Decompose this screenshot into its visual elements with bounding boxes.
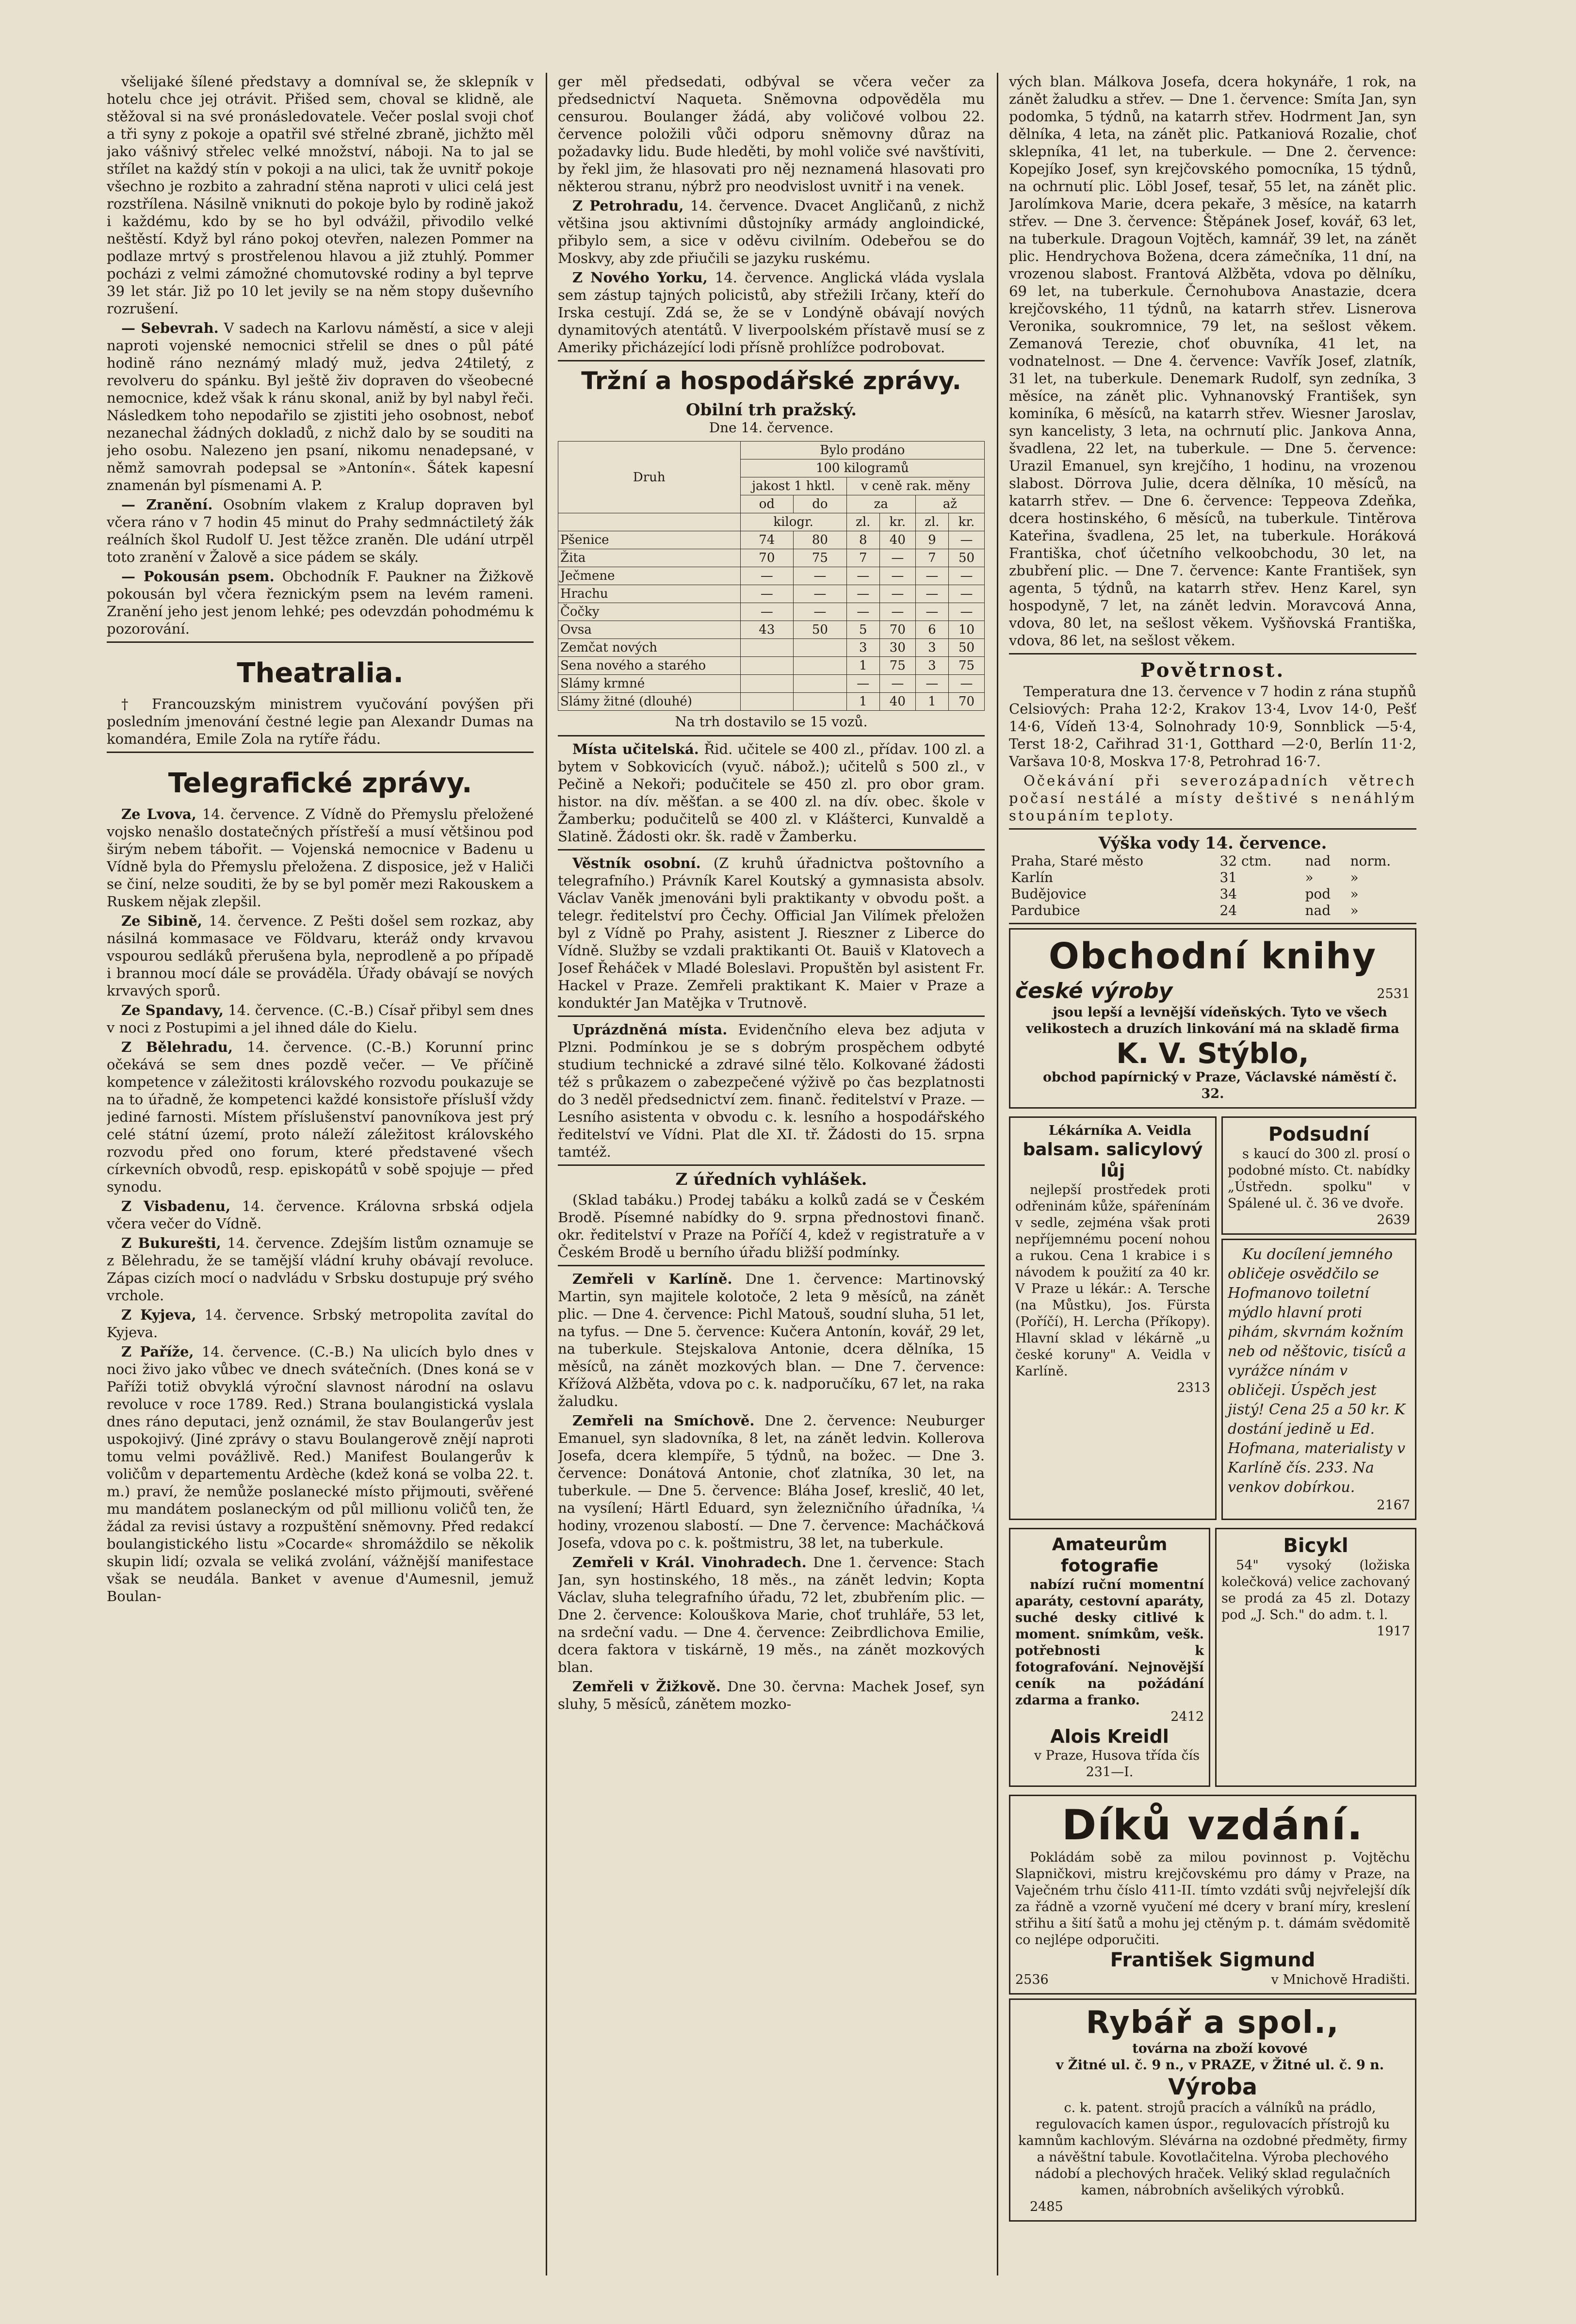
dateline-belehrad: Z Bělehradu,: [121, 1039, 233, 1055]
telegram-petrohrad: [558, 197, 985, 267]
article-upraz: [558, 1021, 985, 1161]
column-1: [107, 73, 534, 2275]
ad-knihy-subtitle: české výroby: [1015, 979, 1173, 1003]
market-value: 50: [949, 549, 985, 567]
market-row: [558, 549, 985, 567]
market-value: 7: [846, 549, 879, 567]
market-value: 50: [794, 621, 847, 639]
water-value: »: [1350, 902, 1359, 918]
market-commodity: Slámy žitné (dlouhé): [558, 693, 741, 711]
dateline-visbaden: Z Visbadenu,: [121, 1198, 231, 1214]
market-value: 50: [949, 639, 985, 657]
ad-balsam-number: 2313: [1177, 1380, 1210, 1395]
market-head-cena: v ceně rak. měny: [846, 477, 984, 495]
ad-diku-title: Díků vzdání.: [1061, 1801, 1364, 1849]
water-value: nad: [1305, 902, 1331, 918]
market-commodity: Pšenice: [558, 531, 741, 549]
market-value: [794, 657, 847, 675]
ad-podsudni-title: Podsudní: [1268, 1123, 1370, 1146]
text-smichov: Dne 2. července: Neuburger Emanuel, syn sladovníka, 8 let, na zánět ledvin. Kollerova Josefa, dcera klempíře, 5 týdnů, na božec. — Dne 3. července: Donátová Antonie, choť zlatníka, 30 let, na tuberkule. — Dne 5. července: Bláha Josef, kreslič, 40 let, na vysílení; Härtl Eduard, syn železničního úřadníka, ¼ hodiny, vrozenou slabostí. — Dne 7. července: Macháčková Josefa, vdova po c. k. poštmistru, 38 let, na tuberkule.: [558, 1412, 985, 1551]
ad-diku-address: v Mnichově Hradišti.: [1271, 1972, 1410, 1987]
ad-diku-footer: [1015, 1972, 1410, 1988]
market-value: —: [879, 567, 915, 585]
ad-bicykl-text: 54" vysoký (ložiska kolečková) velice zachovaný se prodá za 45 zl. Dotazy pod „J. Sch." do adm. t. l.: [1221, 1558, 1410, 1622]
text-zraneni: Osobním vlakem z Kralup dopraven byl včera ráno v 7 hodin 45 minut do Prahy sedmnáctiletý žák reálních škol Rudolf U. Jest těžce zraněn. Dle udání utrpěl toto zranění v Žalově a sice pádem se skály.: [107, 496, 534, 565]
market-commodity: Ječmene: [558, 567, 741, 585]
water-table: [1009, 853, 1416, 919]
headline-upraz: Uprázdněná místa.: [572, 1021, 728, 1038]
market-head-od: od: [740, 495, 794, 513]
water-station: Pardubice: [1011, 902, 1080, 918]
headline-ucitel: Místa učitelská.: [572, 741, 699, 757]
market-head-kr1: kr.: [879, 513, 915, 531]
market-value: —: [879, 675, 915, 693]
market-value: —: [915, 675, 948, 693]
article-zizkov-cont: vých blan. Málkova Josefa, dcera hokynáře, 1 rok, na zánět žaludku a střev. — Dne 1. července: Smíta Jan, syn podomka, 5 týdnů, na katarrh střev. Hodrment Jan, syn dělníka, 4 leta, na zánět plic. Patkaniová Rozalie, choť sklepníka, 41 let, na tuberkule. — Dne 2. července: Kopejíko Josef, syn krejčovského pomocníka, 15 týdnů, na ochrnutí plic. Löbl Josef, tesař, 55 let, na zánět plic. Jarolímkova Marie, dcera pekaře, 3 měsíce, na katarrh střev. — Dne 3. července: Štěpánek Josef, kovář, 63 let, na tuberkule. Dragoun Vojtěch, kamnář, 39 let, na zánět plic. Hendrychova Božena, dcera zámečníka, 11 dní, na vrozenou slabost. Frantová Alžběta, vdova po dělníku, 69 let, na tuberkule. Černohubova Anastazie, dcera krejčovského, 11 týdnů, na katarrh střev. Lisnerova Veronika, soukromnice, 79 let, na sešlost věkem. Zemanová Terezie, choť obuvníka, 41 let, na vodnatelnost. — Dne 4. července: Vavřík Josef, zlatník, 31 let, na tuberkule. Denemark Rudolf, syn zedníka, 3 měsíce, na zánět plic. Vyhnanovský František, syn kominíka, 6 měsíců, na katarrh střev. Wiesner Jaroslav, syn kancelisty, 3 leta, na ochrnutí plic. Jankova Anna, švadlena, 22 let, na tuberkule. — Dne 5. července: Urazil Emanuel, syn krejčího, 1 hodinu, na vrozenou slabost. Dörrova Julie, dcera dělníka, 10 měsíců, na katarrh střev. — Dne 6. července: Teppeova Zdeňka, dcera hostinského, 6 měsíců, na tuberkule. Tintěrova Kateřina, švadlena, 25 let, na tuberkule. Horáková Františka, choť účetního velkoobchodu, 30 let, na zbubření plic. — Dne 7. července: Kante František, syn agenta, 5 týdnů, na katarrh střev. Henz Karel, syn hospodyně, 7 let, na zánět ledvin. Moravcová Anna, vdova, 80 let, na sešlost věkem. Vyšňovská Františka, vdova, 86 let, na sešlost věkem.: [1009, 73, 1416, 649]
market-value: 8: [846, 531, 879, 549]
market-head-do: do: [794, 495, 847, 513]
water-station: Karlín: [1011, 869, 1053, 885]
market-value: —: [846, 567, 879, 585]
section-title-telegraf: Telegrafické zprávy.: [168, 768, 472, 799]
market-head-za: za: [846, 495, 915, 513]
market-value: 74: [740, 531, 794, 549]
market-value: —: [794, 603, 847, 621]
market-head-jakost: jakost 1 hktl.: [740, 477, 846, 495]
divider: [558, 1164, 985, 1166]
divider: [107, 752, 534, 753]
market-commodity: Čočky: [558, 603, 741, 621]
text-petrohrad: 14. července. Dvacet Angličanů, z nichž většina jsou aktivními důstojníky armády angloindické, přibylo sem, a sice v oděvu civilním. Odebeřou se do Moskvy, aby zde přiučili se jazyku ruskému.: [558, 197, 985, 266]
text-sebevrah: V sadech na Karlovu náměstí, a sice v aleji naproti vojenské nemocnici střelil se dnes o půl páté hodině ráno neznámý mladý muž, jedva 24tiletý, z revolveru do spánku. Byl ještě živ dopraven do všeobecné nemocnice, kdež však k ránu skonal, aniž by byl nabyl řeči. Následkem toho nepodařilo se zjistiti jeho osobnost, neboť nezanechal žádných dokladů, z nichž dalo by se souditi na jeho osobu. Nalezeno jen psaní, nikomu nenadepsané, v němž samovrah podepsal se »Antonín«. Šátek kapesní znamenán byl písmenami A. P.: [107, 320, 534, 493]
market-value: —: [949, 603, 985, 621]
ad-fotografie: [1009, 1528, 1210, 1787]
ad-rybar-number: 2485: [1030, 2199, 1063, 2214]
telegram-pariz-cont: ger měl předsedati, odbýval se včera večer za předsednictví Naqueta. Sněmovna odpověděla mu censurou. Boulanger žádá, aby voličové volbou 22. července položili vůči odporu sněmovny důraz na požadavky lidu. Bude hleděti, by mohl voliče své navštíviti, by řekl jim, že hlasovati pro něj neznamená hlasovati pro některou stranu, nýbrž pro neodvislost uvnitř i na venek.: [558, 73, 985, 195]
market-table: [558, 441, 985, 711]
market-value: —: [879, 603, 915, 621]
divider: [1009, 923, 1416, 924]
ad-knihy-title: Obchodní knihy: [1048, 935, 1377, 977]
water-row: [1009, 886, 1416, 902]
text-pariz: 14. července. (C.-B.) Na ulicích bylo dnes v noci živo jako vůbec ve dnech svátečních. (Dnes koná se v Paříži totiž obvyklá výroční slavnost národní na oslavu revoluce v roce 1789. Red.) Strana boulangistická vyslala dnes ráno deputaci, jenž oznámil, že stav Boulangerův jest uspokojivý. (Jiné zprávy o stavu Boulangerově znějí naproti tomu velmi povážlivě. Red.) Manifest Boulangerův k voličům v departementu Ardèche (kdež koná se volba 22. t. m.) praví, že nemůže poslanecké místo přijmouti, svěřené mu mandátem poslaneckým od půl millionu voličů ten, že žádal za revisi ústavy a rozpuštění sněmovny. Před redakcí boulangistického listu »Cocarde« shromáždilo se několik skupin lidí; ozvala se veliká zvolání, vážnější manifestace však se neudála. Banket v avenue d'Aumesnil, jemuž Boulan-: [107, 1343, 534, 1604]
market-value: —: [846, 585, 879, 603]
ad-row-1: [1009, 1113, 1416, 1524]
telegram-sibin: [107, 912, 534, 999]
water-value: pod: [1305, 886, 1331, 902]
newspaper-page: [107, 73, 1416, 2275]
headline-vestnik: Věstník osobní.: [572, 855, 701, 871]
ad-bicykl-title: Bicykl: [1283, 1535, 1349, 1557]
divider: [558, 360, 985, 361]
divider: [1009, 828, 1416, 830]
headline-sebevrah: — Sebevrah.: [121, 320, 219, 336]
ad-knihy-text: jsou lepší a levnější vídeňských. Tyto ve všech velikostech a druzích linkování má na skladě firma: [1026, 1005, 1399, 1036]
ad-diku-firm: František Sigmund: [1110, 1949, 1316, 1971]
ad-rybar-address: v Žitné ul. č. 9 n., v PRAZE, v Žitné ul. č. 9 n.: [1056, 2058, 1384, 2073]
article-pocasi: Temperatura dne 13. července v 7 hodin z rána stupňů Celsiových: Praha 12·2, Krakov 13·4, Lvov 14·0, Pešť 14·6, Vídeň 13·4, Solnohrady 10·9, Sonnblick —5·4, Terst 18·2, Cařihrad 31·1, Gotthard —2·0, Berlín 11·2, Varšava 10·8, Moskva 17·8, Petrohrad 16·7.: [1009, 683, 1416, 769]
text-newyork: 14. července. Anglická vláda vyslala sem zástup tajných policistů, aby střežili Irčany, kteří do Irska cestují. Zdá se, že se v Londýně obávají nových dynamitových atentátů. V liverpoolském přístavě musí se z Ameriky přicházející lodi přísně prohlížce podrobovat.: [558, 269, 985, 356]
dateline-kyjev: Z Kyjeva,: [121, 1307, 196, 1323]
text-pokousan: Obchodník F. Paukner na Žižkově pokousán byl včera řeznickým psem na levém rameni. Zranění jeho jest jenom lehké; pes odevzdán pohodmému k pozorování.: [107, 568, 534, 637]
market-row: [558, 675, 985, 693]
headline-karlin: Zemřeli v Karlíně.: [572, 1271, 732, 1287]
water-station: Praha, Staré město: [1011, 853, 1144, 869]
water-row: [1009, 853, 1416, 869]
headline-zraneni: — Zranění.: [121, 496, 213, 513]
market-head-kr2: kr.: [949, 513, 985, 531]
water-value: »: [1305, 869, 1314, 885]
market-row: [558, 531, 985, 549]
market-value: 75: [879, 657, 915, 675]
water-station: Budějovice: [1011, 886, 1087, 902]
market-value: —: [740, 567, 794, 585]
market-head-druh: Druh: [558, 442, 741, 513]
ad-rybar-text: c. k. patent. strojů pracích a válníků na prádlo, regulovacích kamen úspor., regulovacích přístrojů ku kamnům kachlovým. Slévárna na ozdobné předměty, firmy a návěštní tabule. Kovotlačitelna. Výroba plechového nádobí a plechových hraček. Veliký sklad regulačních kamen, nábrobních avšelikých výrobků.: [1018, 2100, 1407, 2198]
market-value: [740, 657, 794, 675]
market-value: —: [846, 675, 879, 693]
ad-foto-number: 2412: [1170, 1709, 1204, 1724]
telegram-lvov: [107, 805, 534, 910]
market-value: 75: [794, 549, 847, 567]
market-value: [794, 675, 847, 693]
divider: [558, 1265, 985, 1266]
ad-row-2: [1009, 1524, 1416, 1791]
market-note: Na trh dostavilo se 15 vozů.: [675, 714, 868, 730]
article-vinohrady: [558, 1554, 985, 1676]
dateline-bukurest: Z Bukurešti,: [121, 1235, 221, 1251]
ad-hofman-mydlo: [1221, 1239, 1416, 1520]
text-upraz: Evidenčního eleva bez adjuta v Plzni. Podmínkou je se s dobrým prospěchem odbyté studium technické a zdravé silné tělo. Kolkované žádosti též s průkazem o zabezpečené výživě po čas bezplatnosti do 3 neděl předsednictví zem. finanč. ředitelství v Praze. — Lesního asistenta v obvodu c. k. lesního a hospodářského ředitelství ve Vídni. Plat dle XI. tř. Žádosti do 15. srpna tamtéž.: [558, 1021, 985, 1160]
water-value: 31: [1219, 869, 1237, 885]
ad-balsam-title: balsam. salicylový lůj: [1023, 1140, 1203, 1181]
ad-obchodni-knihy: [1009, 928, 1416, 1109]
water-row: [1009, 869, 1416, 886]
market-value: [740, 675, 794, 693]
market-value: —: [915, 585, 948, 603]
text-visbaden: 14. července. Královna srbská odjela včera večer do Vídně.: [107, 1198, 534, 1232]
water-row: [1009, 902, 1416, 919]
section-title-theatralia: Theatralia.: [237, 657, 404, 689]
telegram-newyork: [558, 269, 985, 356]
market-value: [794, 693, 847, 711]
market-row: [558, 621, 985, 639]
market-value: [794, 639, 847, 657]
ad-foto-text: nabízí ruční momentní aparáty, cestovní aparáty, suché desky citlivé k moment. snímkům, vešk. potřebnosti k fotografování. Nejnovější ceník na požádání zdarma a franko.: [1015, 1577, 1204, 1708]
ad-balsam: [1009, 1116, 1217, 1520]
market-value: 3: [915, 639, 948, 657]
text-ucitel: Řid. učitele se 400 zl., přídav. 100 zl. a bytem v Sobkovicích (vyuč. nábož.); učitelů s 500 zl., v Pečině a Nekoři; podučitele se 450 zl. pro obor gram. histor. na dív. měšťan. a se 400 zl. na dív. obec. škole v Žamberku; podučitelů se 400 zl. v Klášterci, Kunvaldě a Slatině. Žádosti okr. šk. radě v Žamberku.: [558, 741, 985, 845]
market-value: 3: [846, 639, 879, 657]
market-value: 75: [949, 657, 985, 675]
market-value: —: [949, 675, 985, 693]
market-value: —: [915, 567, 948, 585]
market-value: [740, 693, 794, 711]
article-ucitel: [558, 740, 985, 845]
market-row: [558, 639, 985, 657]
water-value: norm.: [1350, 853, 1391, 869]
text-vinohrady: Dne 1. července: Stach Jan, syn hostinského, 18 měs., na zánět ledvin; Kopta Václav, sluha telegrafního úřadu, 72 let, zbubřením plic. — Dne 2. července: Kolouškova Marie, choť truhláře, 53 let, na srdeční vadu. — Dne 4. července: Zeibrdlichova Emilie, dcera faktora v tiskárně, 19 měs., na zánět mozkových blan.: [558, 1554, 985, 1675]
ad-rybar: [1009, 1998, 1416, 2222]
market-commodity: Ovsa: [558, 621, 741, 639]
market-head-az: až: [915, 495, 984, 513]
text-bukurest: 14. července. Zdejším listům oznamuje se z Bělehradu, že se tamější vládní kruhy obávají revoluce. Zápas cizích mocí o nadvládu v Srbsku dostupuje prý svého vrchole.: [107, 1235, 534, 1304]
ad-bicykl-number: 1917: [1377, 1624, 1410, 1639]
column-rule: [546, 73, 547, 2275]
market-commodity: Žita: [558, 549, 741, 567]
market-commodity: Hrachu: [558, 585, 741, 603]
dateline-pariz: Z Paříže,: [121, 1343, 194, 1360]
water-value: »: [1350, 886, 1359, 902]
ad-podsudni-text: s kaucí do 300 zl. prosí o podobné místo. Ct. nabídky „Ústředn. spolku" v Spálené ul. č. 36 ve dvoře.: [1228, 1146, 1410, 1211]
market-head-empty: [558, 513, 741, 531]
ad-foto-firm: Alois Kreidl: [1050, 1726, 1169, 1747]
market-value: 43: [740, 621, 794, 639]
telegram-bukurest: [107, 1234, 534, 1304]
article-pommer: všelijaké šílené představy a domníval se, že sklepník v hotelu chce jej otrávit. Přišed sem, choval se klidně, ale stěžoval si na své pronásledovatele. Večer poslal svoji choť a tři syny z pokoje a opatřil své střelné zbraně, jichžto měl jako vášnivý střelec velké množství, náboji. Na to jal se střílet na každý stín v pokoji a na ulici, tak že uvnitř pokoje všechno je rozbito a zahradní stěna naproti v ulici celá jest rozstřílena. Násilně vniknuti do pokoje bylo by rodině jakož i každému, kdo by se ho byl odvážil, přivodilo velké neštěstí. Když byl ráno pokoj otevřen, nalezen Pommer na podlaze mrtvý s prostřelenou hlavou a již ztuhlý. Pommer pocházi z velmi zámožné chomutovské rodiny a byl teprve 39 let stár. Již po 10 let jevily se na něm stopy duševního rozrušení.: [107, 73, 534, 317]
market-head-prodano: Bylo prodáno: [740, 442, 984, 459]
article-vestnik: [558, 854, 985, 1012]
market-value: 9: [915, 531, 948, 549]
telegram-spandau: [107, 1001, 534, 1036]
ad-knihy-subrow: [1015, 978, 1410, 1004]
ad-knihy-firm: K. V. Stýblo,: [1116, 1037, 1309, 1070]
article-zraneni: [107, 496, 534, 566]
column-rule: [997, 73, 998, 2275]
column-3: [1009, 73, 1416, 2275]
market-value: —: [879, 549, 915, 567]
market-head-kilogr: kilogr.: [740, 513, 846, 531]
text-vestnik: (Z kruhů úřadnictva poštovního a telegrafního.) Právník Karel Koutský a gymnasista absolv. Václav Vaněk jmenováni byli praktikanty v obvodu pošt. a telegr. ředitelství pro Čechy. Official Jan Vilímek přeložen byl z Vídně po Prahy, asistent J. Rieszner z Liberce do Vídně. Služby se vzdali praktikanti Ot. Bauiš v Klatovech a Josef Řeháček v Mladé Boleslavi. Propuštěn byl asistent Fr. Hackel v Praze. Zemřeli praktikant K. Maier v Praze a konduktér Jan Matějka v Trutnově.: [558, 855, 985, 1011]
market-value: 70: [949, 693, 985, 711]
ad-diku-number: 2536: [1015, 1972, 1049, 1987]
market-row: [558, 693, 985, 711]
telegram-pariz: [107, 1343, 534, 1605]
article-zizkov: [558, 1678, 985, 1713]
telegram-belehrad: [107, 1038, 534, 1195]
market-value: 70: [879, 621, 915, 639]
text-spandau: 14. července. (C.-B.) Císař přibyl sem dnes v noci z Postupimi a jel ihned dále do Kielu.: [107, 1002, 534, 1036]
market-value: 1: [846, 657, 879, 675]
market-head-zl1: zl.: [846, 513, 879, 531]
market-value: —: [949, 567, 985, 585]
section-title-uradni: Z úředních vyhlášek.: [675, 1170, 867, 1189]
market-value: —: [794, 567, 847, 585]
water-value: 32 ctm.: [1219, 853, 1272, 869]
dateline-spandau: Ze Spandavy,: [121, 1002, 224, 1018]
market-value: —: [915, 603, 948, 621]
ad-bicykl: [1215, 1528, 1416, 1787]
divider: [558, 849, 985, 851]
headline-zizkov: Zemřeli v Žižkově.: [572, 1678, 721, 1695]
dateline-newyork: Z Nového Yorku,: [572, 269, 708, 286]
text-kyjev: 14. července. Srbský metropolita zavítal do Kyjeva.: [107, 1307, 534, 1341]
market-value: 10: [949, 621, 985, 639]
market-value: —: [879, 585, 915, 603]
water-value: nad: [1305, 853, 1331, 869]
headline-pokousan: — Pokousán psem.: [121, 568, 275, 585]
market-head-kg: 100 kilogramů: [740, 459, 984, 477]
text-lvov: 14. července. Z Vídně do Přemyslu přeložené vojsko nenašlo dostatečných přístřeší a musí většinou pod širým nebem tábořit. — Vojenská nemocnice v Badenu u Vídně byla do Přemyslu přeložena. Z disposice, jež v Haliči se činí, nelze souditi, že by se byl poměr mezi Rakouskem a Ruskem nějak zlepšil.: [107, 806, 534, 910]
article-theatralia: † Francouzským ministrem vyučování povýšen při posledním jmenování čestné legie pan Alexandr Dumas na komandéra, Emile Zola na rytíře řádu.: [107, 696, 534, 747]
market-value: —: [949, 585, 985, 603]
divider: [107, 641, 534, 643]
market-commodity: Slámy krmné: [558, 675, 741, 693]
market-value: 3: [915, 657, 948, 675]
article-sebevrah: [107, 319, 534, 494]
divider: [558, 735, 985, 736]
market-value: —: [740, 585, 794, 603]
market-value: —: [740, 603, 794, 621]
market-row: [558, 585, 985, 603]
market-value: 70: [740, 549, 794, 567]
headline-smichov: Zemřeli na Smíchově.: [572, 1412, 755, 1429]
market-commodity: Sena nového a starého: [558, 657, 741, 675]
market-value: —: [846, 603, 879, 621]
column-2: [558, 73, 985, 2275]
water-value: 24: [1219, 902, 1237, 918]
market-commodity: Zemčat nových: [558, 639, 741, 657]
market-value: —: [949, 531, 985, 549]
article-karlin: [558, 1270, 985, 1410]
ad-knihy-address: obchod papírnický v Praze, Václavské náměstí č. 32.: [1043, 1070, 1397, 1101]
water-title: Výška vody 14. července.: [1098, 834, 1327, 853]
market-row: [558, 567, 985, 585]
market-value: [740, 639, 794, 657]
dateline-sibin: Ze Sibině,: [121, 913, 202, 929]
text-karlin: Dne 1. července: Martinovský Martin, syn majitele kolotoče, 2 leta 9 měsíců, na zánět plic. — Dne 4. července: Pichl Matouš, soudní sluha, 51 let, na tyfus. — Dne 5. července: Kučera Antonín, kovář, 29 let, na tuberkule. Stejskalova Antonie, dcera dělníka, 15 měsíců, na zánět mozkových blan. — Dne 7. července: Křížová Alžběta, vdova po c. k. nadporučíku, 67 let, na raka žaludku.: [558, 1271, 985, 1409]
market-row: [558, 657, 985, 675]
article-smichov: [558, 1412, 985, 1552]
market-row: [558, 603, 985, 621]
divider: [558, 1015, 985, 1017]
ad-hofman-text: Ku docílení jemného obličeje osvědčilo se Hofmanovo toiletní mýdlo hlavní proti pihám, skvrnám kožním neb od něštovic, tisíců a vyrážce nínám v obličeji. Úspěch jest jistý! Cena 25 a 50 kr. K dostání jedině u Ed. Hofmana, materialisty v Karlíně čís. 233. Na venkov dobírkou.: [1228, 1246, 1406, 1496]
headline-vinohrady: Zemřeli v Král. Vinohradech.: [572, 1554, 807, 1571]
ad-hofman-number: 2167: [1377, 1498, 1410, 1513]
market-value: —: [794, 585, 847, 603]
ad-diku-text: Pokládám sobě za milou povinnost p. Vojtěchu Slapničkovi, mistru krejčovskému pro dámy v Praze, na Vaječném trhu číslo 411-II. tímto vzdáti svůj nejvřelejší dík za řádně a vzorně vyučení mé dcery v braní míry, kreslení střihu a šití šatů a mohu jej ctěným p. t. dámám svědomitě co nejlépe odporučiti.: [1015, 1850, 1410, 1948]
water-value: 34: [1219, 886, 1237, 902]
market-value: 40: [879, 693, 915, 711]
ad-foto-address: v Praze, Husova třída čís 231—I.: [1034, 1748, 1200, 1780]
market-subtitle: Obilní trh pražský.: [685, 400, 857, 420]
section-title-pocasi: Povětrnost.: [1140, 659, 1285, 682]
telegram-visbaden: [107, 1197, 534, 1232]
ad-diku-vzdani: [1009, 1795, 1416, 1995]
ad-rybar-subtitle: továrna na zboží kovové: [1132, 2041, 1308, 2056]
ad-podsudni-number: 2639: [1377, 1212, 1410, 1227]
dateline-lvov: Ze Lvova,: [121, 806, 196, 822]
article-pocasi-ocekavani: Očekávání při severozápadních větrech počasí nestálé a místy deštivé s nenáhlým stoupáním teploty.: [1009, 772, 1416, 824]
dateline-petrohrad: Z Petrohradu,: [572, 197, 684, 214]
ad-col-right: [1221, 1113, 1416, 1524]
market-head-zl2: zl.: [915, 513, 948, 531]
telegram-kyjev: [107, 1306, 534, 1341]
section-title-market: Tržní a hospodářské zprávy.: [581, 367, 961, 395]
water-value: »: [1350, 869, 1359, 885]
market-value: 40: [879, 531, 915, 549]
market-value: 1: [846, 693, 879, 711]
ad-knihy-number: 2531: [1377, 986, 1410, 1001]
market-value: 7: [915, 549, 948, 567]
ad-rybar-title: Rybář a spol.,: [1086, 2005, 1340, 2041]
ad-balsam-head: Lékárníka A. Veidla: [1048, 1123, 1192, 1138]
market-date: Dne 14. července.: [709, 420, 834, 436]
market-value: 5: [846, 621, 879, 639]
text-sibin: 14. července. Z Pešti došel sem rozkaz, aby násilná kommasace ve Földvaru, kteráž ondy krvavou vspourou sedláků přerušena byla, neprodleně a po případě i brannou mocí dále se prováděla. Úřady obávají se nových krvavých sporů.: [107, 913, 534, 999]
market-value: 6: [915, 621, 948, 639]
ad-rybar-vyroba: Výroba: [1168, 2074, 1257, 2100]
ad-foto-title: Amateurům fotografie: [1052, 1535, 1168, 1576]
text-zizkov: Dne 30. června: Machek Josef, syn sluhy, 5 měsíců, zánětem mozko-: [558, 1678, 985, 1712]
ad-podsudni: [1221, 1116, 1416, 1235]
divider: [1009, 653, 1416, 655]
market-value: 80: [794, 531, 847, 549]
market-value: 1: [915, 693, 948, 711]
article-pokousan: [107, 568, 534, 638]
ad-balsam-text: nejlepší prostředek proti odřeninám kůže, spářenínám v sedle, zejména však proti nepříjemnému pocení nohou a rukou. Cena 1 krabice i s návodem k použití za 40 kr. V Praze u lékár.: A. Tersche (na Můstku), Jos. Fürsta (Poříčí), H. Lercha (Příkopy). Hlavní sklad v lékárně „u české koruny" A. Veidla v Karlíně.: [1015, 1182, 1210, 1379]
market-value: 30: [879, 639, 915, 657]
text-belehrad: 14. července. (C.-B.) Korunní princ očekává se sem dnes pozdě večer. — Ve příčině kompetence v záležitosti královského rozvodu poukazuje se na to úřadně, že kompetenci každé konsistoře příslušÍ vždy jediné farnosti. Místem příslušenství panovníkova jest prý celé státní území, proto náleží záležitost královského rozvodu před ono forum, které představené všech církevních obvodů, resp. episkopátů v sobě spojuje — před synodu.: [107, 1039, 534, 1195]
article-uradni: (Sklad tabáku.) Prodej tabáku a kolků zadá se v Českém Brodě. Písemné nabídky do 9. srpna přednostovi finanč. okr. ředitelství v Praze na Poříčí 4, kdež v registratuře a v Českém Brodě u berního úřadu bližší podmínky.: [558, 1192, 985, 1260]
